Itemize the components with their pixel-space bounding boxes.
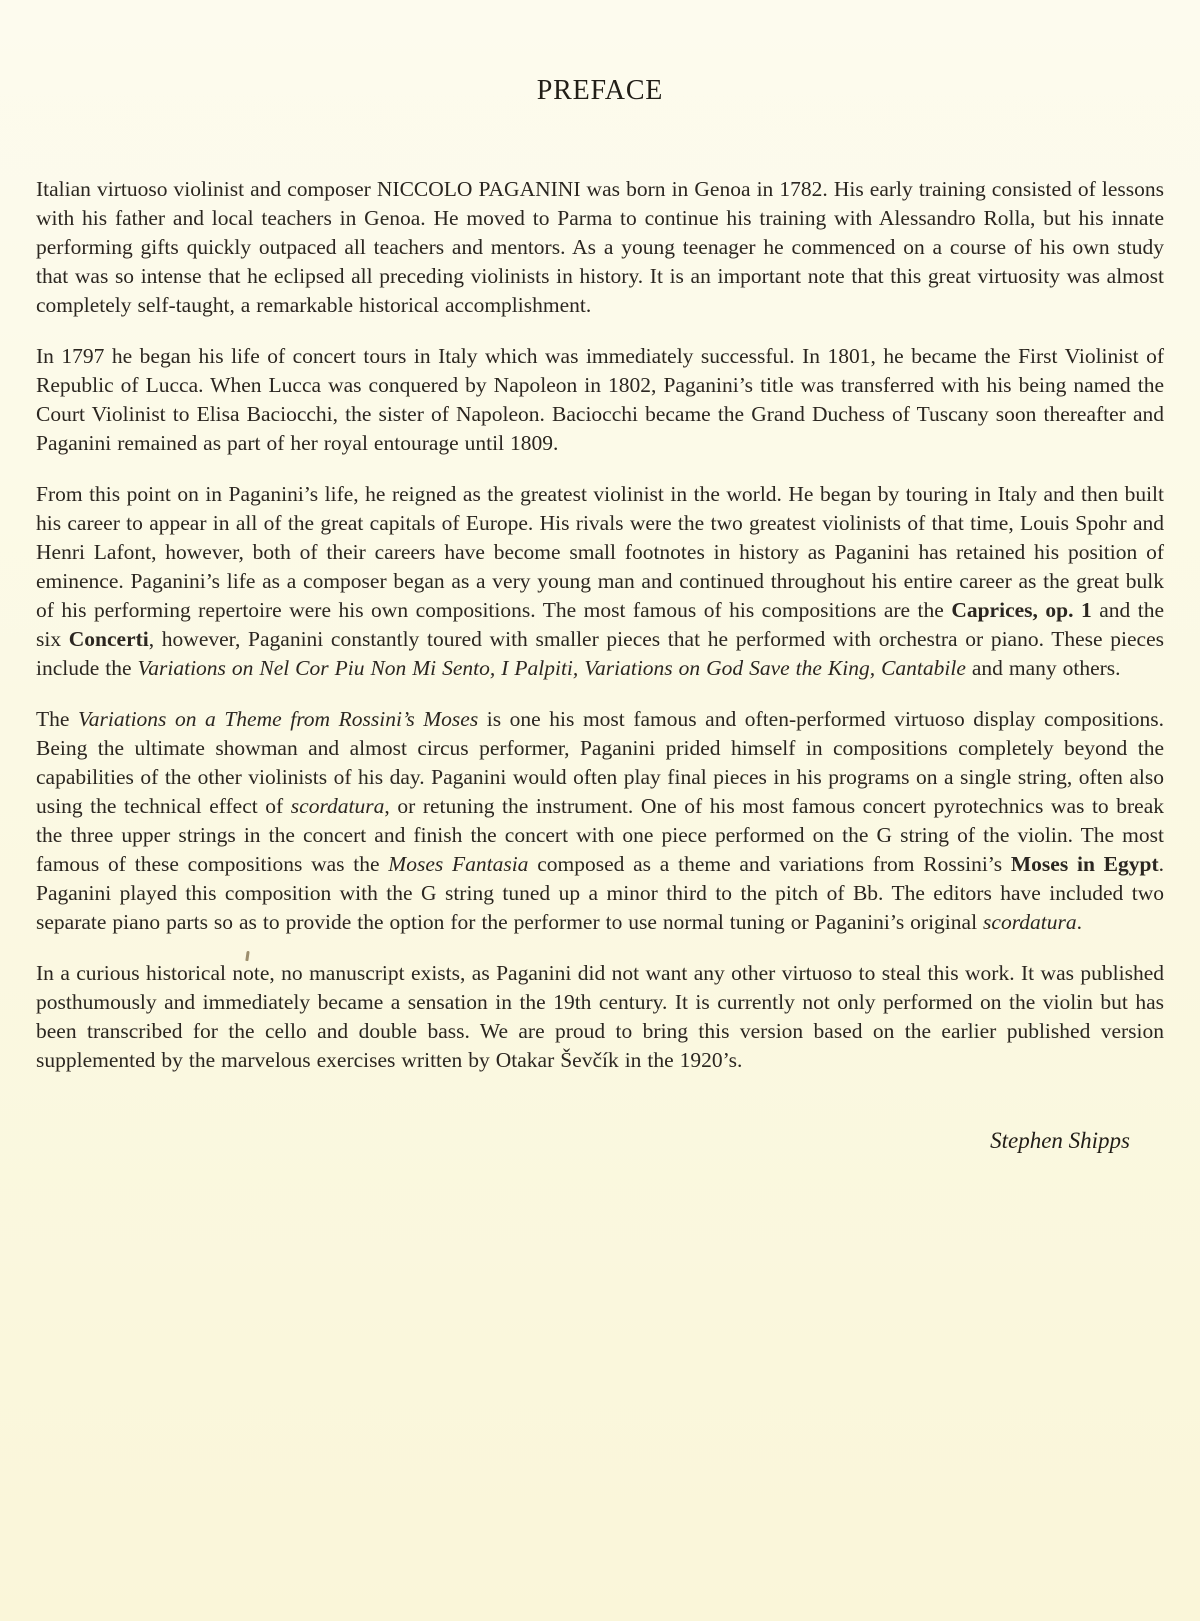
paragraph bbox=[36, 175, 1164, 320]
text-run: . Paganini played this composition with the G string tuned up a minor third to the pitch of Bb. The editors have included two separate piano parts so as to provide the option for the performer to use normal tuning or Paganini’s original bbox=[36, 852, 1164, 934]
paragraph bbox=[36, 480, 1164, 683]
text-run: , or retuning the instrument. One of his most famous concert pyrotechnics was to break the three upper strings in the concert and finish the concert with one piece performed on the G string of the violin. The most famous of these compositions was the bbox=[36, 794, 1164, 876]
text-run: Caprices, op. 1 bbox=[951, 598, 1092, 622]
text-run: Moses Fantasia bbox=[388, 852, 529, 876]
text-run: In a curious historical note, no manuscript exists, as Paganini did not want any other virtuoso to steal this work. It was published posthumously and immediately became a sensation in the 19th century. It is currently not only performed on the violin but has been transcribed for the cello and double bass. We are proud to bring this version based on the earlier published version supplemented by the marvelous exercises written by Otakar Ševčík in the 1920’s. bbox=[36, 961, 1164, 1072]
signature: Stephen Shipps bbox=[990, 1128, 1130, 1153]
text-run: Moses in Egypt bbox=[1010, 852, 1159, 876]
text-run: Variations on a Theme from Rossini’s Moses bbox=[78, 707, 479, 731]
text-run: . bbox=[1076, 910, 1082, 934]
text-run: Italian virtuoso violinist and composer NICCOLO PAGANINI was born in Genoa in 1782. His early training consisted of lessons with his father and local teachers in Genoa. He moved to Parma to continue his training with Alessandro Rolla, but his innate performing gifts quickly outpaced all teachers and mentors. As a young teenager he commenced on a course of his own study that was so intense that he eclipsed all preceding violinists in history. It is an important note that this great virtuosity was almost completely self-taught, a remarkable historical accomplishment. bbox=[36, 177, 1164, 317]
paragraph bbox=[36, 959, 1164, 1075]
text-run: From this point on in Paganini’s life, he reigned as the greatest violinist in the world. He began by touring in Italy and then built his career to appear in all of the great capitals of Europe. His rivals were the two greatest violinists of that time, Louis Spohr and Henri Lafont, however, both of their careers have become small footnotes in history as Paganini has retained his position of eminence. Paganini’s life as a composer began as a very young man and continued throughout his entire career as the great bulk of his performing repertoire were his own compositions. The most famous of his compositions are the bbox=[36, 482, 1164, 622]
text-run: The bbox=[36, 707, 78, 731]
text-run: and many others. bbox=[965, 656, 1121, 680]
paragraph bbox=[36, 705, 1164, 937]
paragraph bbox=[36, 342, 1164, 458]
text-run: , however, Paganini constantly toured with smaller pieces that he performed with orchestra or piano. These pieces include the bbox=[36, 627, 1164, 680]
text-run: is one his most famous and often-performed virtuoso display compositions. Being the ultimate showman and almost circus performer, Paganini prided himself in compositions completely beyond the capabilities of the other violinists of his day. Paganini would often play final pieces in his programs on a single string, often also using the technical effect of bbox=[36, 707, 1164, 818]
text-run: In 1797 he began his life of concert tours in Italy which was immediately successful. In 1801, he became the First Violinist of Republic of Lucca. When Lucca was conquered by Napoleon in 1802, Paganini’s title was transferred with his being named the Court Violinist to Elisa Baciocchi, the sister of Napoleon. Baciocchi became the Grand Duchess of Tuscany soon thereafter and Paganini remained as part of her royal entourage until 1809. bbox=[36, 344, 1164, 455]
page-title: PREFACE bbox=[536, 75, 664, 106]
text-run: Concerti bbox=[68, 627, 149, 651]
text-run: scordatura bbox=[290, 794, 385, 818]
text-run: and the six bbox=[36, 598, 1164, 651]
text-run: scordatura bbox=[983, 910, 1077, 934]
text-run: Variations on Nel Cor Piu Non Mi Sento, I Palpiti, Variations on God Save the King, Cantabile bbox=[137, 656, 966, 680]
preface-body bbox=[36, 175, 1164, 1075]
text-run: composed as a theme and variations from Rossini’s bbox=[528, 852, 1011, 876]
